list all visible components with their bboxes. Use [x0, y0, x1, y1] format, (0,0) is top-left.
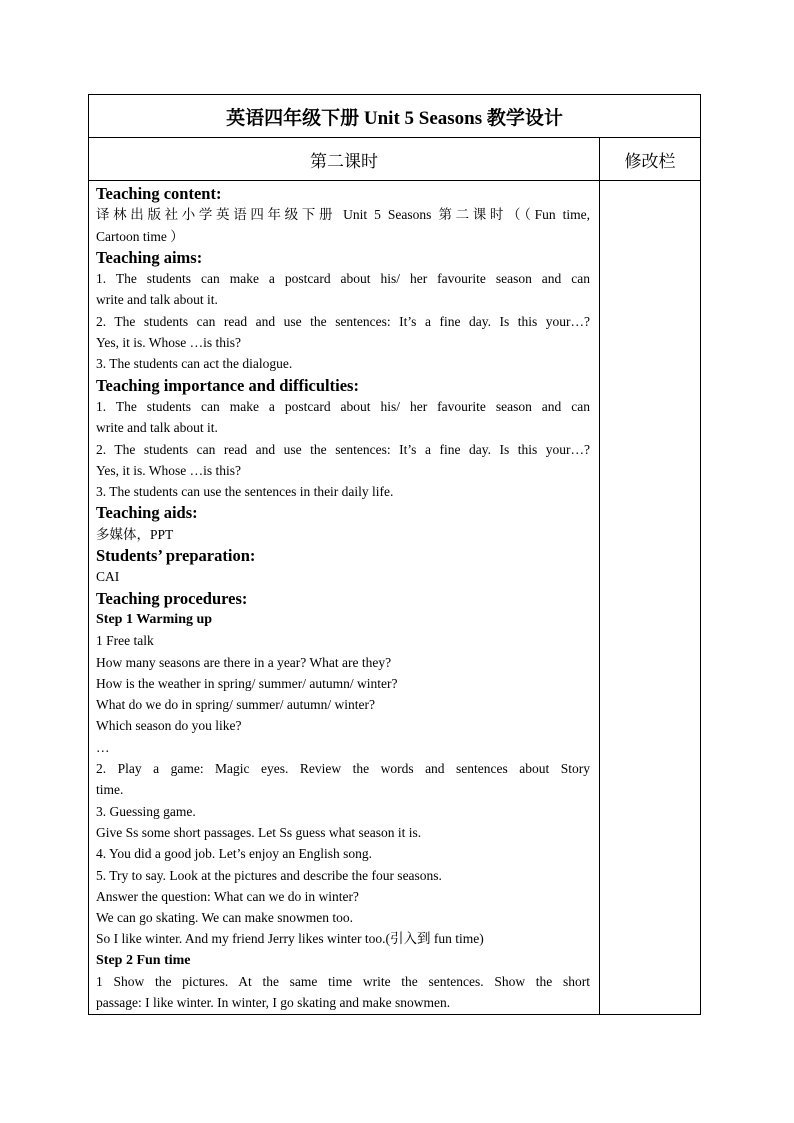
- lesson-content-cell: [89, 181, 600, 1015]
- text-line: 3. The students can act the dialogue.: [96, 356, 293, 372]
- text-line: We can go skating. We can make snowmen too.: [96, 910, 354, 926]
- step2-heading: Step 2 Fun time: [96, 952, 191, 968]
- lesson-column-header: 第二课时: [89, 138, 600, 181]
- text-line: time.: [96, 782, 124, 798]
- document-title: 英语四年级下册 Unit 5 Seasons 教学设计: [89, 95, 701, 138]
- text-line: So I like winter. And my friend Jerry likes winter too.(引入到 fun time): [96, 931, 484, 947]
- lesson-plan-table: [88, 94, 701, 1015]
- text-line: 1. The students can make a postcard about his/ her favourite season and can: [96, 398, 590, 414]
- procedures-heading: Teaching procedures:: [96, 588, 248, 608]
- text-line: …: [96, 739, 110, 755]
- text-line: write and talk about it.: [96, 292, 218, 308]
- text-line: 译林出版社小学英语四年级下册 Unit 5 Seasons 第二课时（（Fun time,: [96, 207, 590, 223]
- text-line: Yes, it is. Whose …is this?: [96, 462, 242, 478]
- importance-heading: Teaching importance and difficulties:: [96, 375, 359, 395]
- text-line: 4. You did a good job. Let’s enjoy an English song.: [96, 846, 372, 862]
- text-line: 3. Guessing game.: [96, 803, 196, 819]
- teaching-aims-heading: Teaching aims:: [96, 247, 203, 267]
- text-line: Yes, it is. Whose …is this?: [96, 335, 242, 351]
- text-line: 2. Play a game: Magic eyes. Review the words and sentences about Story: [96, 761, 590, 777]
- text-line: Which season do you like?: [96, 718, 242, 734]
- text-line: Cartoon time ）: [96, 228, 184, 244]
- text-line: 1. The students can make a postcard about his/ her favourite season and can: [96, 271, 590, 287]
- text-line: 1 Show the pictures. At the same time write the sentences. Show the short: [96, 973, 590, 989]
- preparation-heading: Students’ preparation:: [96, 546, 256, 566]
- text-line: write and talk about it.: [96, 420, 218, 436]
- step1-heading: Step 1 Warming up: [96, 611, 213, 627]
- text-line: Give Ss some short passages. Let Ss guess what season it is.: [96, 824, 422, 840]
- revision-column-header: 修改栏: [600, 138, 701, 181]
- text-line: 5. Try to say. Look at the pictures and describe the four seasons.: [96, 867, 442, 883]
- text-line: CAI: [96, 569, 120, 585]
- text-line: How many seasons are there in a year? What are they?: [96, 654, 392, 670]
- text-line: 多媒体，PPT: [96, 526, 174, 542]
- text-line: 2. The students can read and use the sentences: It’s a fine day. Is this your…?: [96, 441, 590, 457]
- text-line: What do we do in spring/ summer/ autumn/ winter?: [96, 697, 375, 713]
- text-line: 3. The students can use the sentences in their daily life.: [96, 484, 394, 500]
- text-line: How is the weather in spring/ summer/ autumn/ winter?: [96, 675, 398, 691]
- text-line: 1 Free talk: [96, 633, 154, 649]
- teaching-aids-heading: Teaching aids:: [96, 503, 198, 523]
- text-line: 2. The students can read and use the sentences: It’s a fine day. Is this your…?: [96, 313, 590, 329]
- text-line: passage: I like winter. In winter, I go skating and make snowmen.: [96, 995, 451, 1011]
- text-line: Answer the question: What can we do in winter?: [96, 888, 359, 904]
- revision-notes-cell: [600, 181, 701, 1015]
- teaching-content-heading: Teaching content:: [96, 184, 222, 203]
